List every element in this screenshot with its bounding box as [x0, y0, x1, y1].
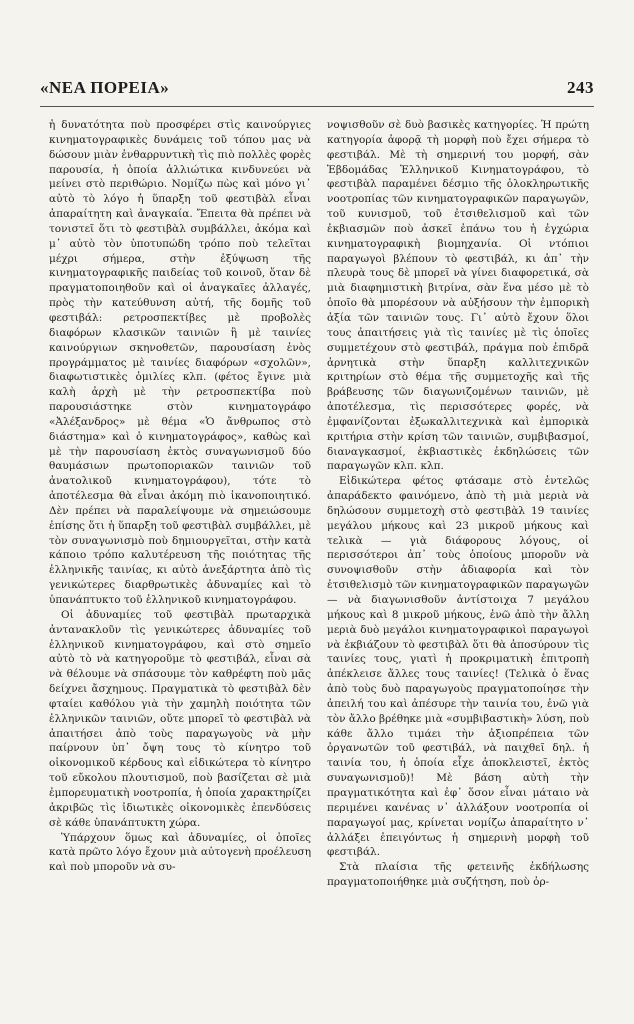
running-title: «ΝΕΑ ΠΟΡΕΙΑ»	[40, 78, 170, 97]
paragraph: Οἱ ἀδυναμίες τοῦ φεστιβὰλ πρωταρχικὰ ἀντανακλοῦν τὶς γενικώτερες ἀδυναμίες τοῦ ἑλληνικοῦ κινηματογράφου, καὶ στὸ σημεῖο αὐτὸ τὸ νὰ κατηγοροῦμε τὸ φεστιβάλ, εἶναι σὰ νὰ θέλουμε νὰ σπάσουμε τὸν καθρέφτη ποὺ μᾶς δείχνει ἄσχημους. Πραγματικὰ τὸ φεστιβὰλ δὲν φταίει καθόλου γιὰ τὴν χαμηλὴ ποιότητα τῶν ἑλληνικῶν ταινιῶν, οὔτε μπορεῖ τὸ φεστιβὰλ νὰ ἀπαιτήσει ἀπὸ τοὺς παραγωγοὺς νὰ μὴν παίρνουν ὑπ᾿ ὄψη τους τὸ κίνητρο τοῦ οἰκονομικοῦ κέρδους καὶ εἰδικώτερα τὸ κίνητρο τοῦ εὔκολου πλουτισμοῦ, ποὺ βασίζεται σὲ μιὰ ἐμπορευματικὴ νοοτροπία, ἡ ὁποία χαρακτηρίζει ἀκριβῶς τὶς ἰδιωτικὲς οἰκονομικὲς ἐπενδύσεις σὲ κάθε ὑπανάπτυκτη χώρα.	[49, 608, 311, 829]
paragraph: νοψισθοῦν σὲ δυὸ βασικὲς κατηγορίες. Ἡ πρώτη κατηγορία ἀφορᾷ τὴ μορφὴ ποὺ ἔχει σήμερα τὸ φεστιβάλ. Μὲ τὴ σημερινή του μορφή, σὰν Ἑβδομάδας Ἑλληνικοῦ Κινηματογράφου, τὸ φεστιβὰλ παραμένει δέσμιο τῆς ὁλοκληρωτικῆς νοοτροπίας τῶν κινηματογραφικῶν παραγωγῶν, τοῦ κυνισμοῦ, τοῦ ἐτσιθελισμοῦ καὶ τῶν ἐκβιασμῶν ποὺ ἀσκεῖ ἐπάνω του ἡ ἐγχώρια κινηματογραφικὴ βιομηχανία. Οἱ ντόπιοι παραγωγοὶ βλέπουν τὸ φεστιβάλ, κι ἀπ᾿ τὴν πλευρὰ τους δὲ μπορεῖ νὰ γίνει διαφορετικά, σὰ μιὰ διαφημιστικὴ βιτρίνα, σὰν ἕνα μέσο μὲ τὸ ὁποῖο θὰ μπορέσουν νὰ αὐξήσουν τὴν ἐμπορικὴ ἀξία τῶν ταινιῶν τους. Γι᾿ αὐτὸ ἔχουν ὅλοι τους ἀπαιτήσεις γιὰ τὶς ταινίες μὲ τὶς ὁποῖες συμμετέχουν στὸ φεστιβάλ, πράγμα ποὺ ἐπιδρᾶ ἀρνητικὰ στὴν ὕπαρξη καλλιτεχνικῶν κριτηρίων στὸ θέμα τῆς συμμετοχῆς καὶ τῆς βράβευσης τῶν διαγωνιζομένων ταινιῶν, μὲ ἀποτέλεσμα, τὶς περισσότερες φορές, νὰ ἐμφανίζονται ἐξωκαλλιτεχνικὰ καὶ ἐμπορικὰ κριτήρια στὴν κρίση τῶν ταινιῶν, συμβιβασμοί, διαναγκασμοί, ἐκβιαστικὲς ἐκδηλώσεις τῶν παραγωγῶν κλπ. κλπ.	[327, 119, 589, 473]
paragraph: Ὑπάρχουν ὅμως καὶ ἀδυναμίες, οἱ ὁποῖες κατὰ πρῶτο λόγο ἔχουν μιὰ αὐτογενὴ προέλευση καὶ ποὺ μποροῦν νὰ συ-	[49, 831, 311, 874]
header-rule	[40, 106, 594, 107]
page-header	[40, 78, 594, 104]
paragraph: ἡ δυνατότητα ποὺ προσφέρει στὶς καινούργιες κινηματογραφικὲς δυνάμεις τοῦ τόπου μας νὰ δώσουν μιὰν ἐνθαρρυντικὴ τὶς πιὸ πολλὲς φορὲς παρουσία, ἡ ὁποία ἀλλιώτικα κινδυνεύει νὰ μείνει στὸ περιθώριο. Νομίζω πὼς καὶ μόνο γι᾿ αὐτὸ τὸ λόγο ἡ ὕπαρξη τοῦ φεστιβὰλ εἶναι ἀπαραίτητη καὶ ἀναγκαία. Ἔπειτα θὰ πρέπει νὰ τονιστεῖ ὅτι τὸ φεστιβὰλ συμβάλλει, ἀκόμα καὶ μ᾿ αὐτὸ τὸν ὑποτυπώδη τρόπο ποὺ τελεῖται μέχρι σήμερα, στὴν ἐξύψωση τῆς κινηματογραφικῆς παιδείας τοῦ κοινοῦ, ὅταν δὲ πραγματοποιηθοῦν καὶ οἱ ἀναγκαῖες ἀλλαγές, πρὸς τὴν κατεύθυνση αὐτή, τῆς δομῆς τοῦ φεστιβάλ: ρετροσπεκτίβες μὲ προβολὲς διαφόρων κλασικῶν ταινιῶν ἢ μὲ ταινίες καινούργιων σκηνοθετῶν, παρουσίαση ἑνὸς προγράμματος μὲ ταινίες διαφόρων «σχολῶν», διαφωτιστικὲς ὁμιλίες κλπ. (φέτος ἔγινε μιὰ καλὴ ἀρχὴ μὲ τὴν ρετροσπεκτίβα ποὺ παρουσιάστηκε στὸν κινηματογράφο «Ἀλέξανδρος» μὲ θέμα «Ὁ ἄνθρωπος στὸ διάστημα» καὶ ὁ κινηματογράφος», καθὼς καὶ μὲ τὴν παρουσίαση ἐκτὸς συναγωνισμοῦ δύο θαυμάσιων πρωτοποριακῶν ταινιῶν τοῦ ἀνατολικοῦ κινηματογράφου), τότε τὸ ἀποτέλεσμα θὰ εἶναι ἀκόμη πιὸ ἱκανοποιητικό. Δὲν πρέπει νὰ παραλείψουμε νὰ σημειώσουμε ἐπίσης ὅτι ἡ ὕπαρξη τοῦ φεστιβὰλ συμβάλλει, μὲ τὸν συναγωνισμὸ ποὺ δημιουργεῖται, στὴν κατὰ κάποιο τρόπο καλυτέρευση τῆς ποιότητας τῆς ἑλληνικῆς ταινίας, κι αὐτὸ ἀνεξάρτητα ἀπὸ τὶς γενικώτερες διαρθρωτικὲς ἀδυναμίες καὶ τὸ ὑπανάπτυκτο τοῦ ἑλληνικοῦ κινηματογράφου.	[49, 119, 311, 606]
paragraph: Εἰδικώτερα φέτος φτάσαμε στὸ ἐντελῶς ἀπαράδεκτο φαινόμενο, ἀπὸ τὴ μιὰ μεριὰ νὰ δηλώσουν συμμετοχὴ στὸ φεστιβὰλ 19 ταινίες μεγάλου μήκους καὶ 23 μικροῦ μήκους καὶ τελικὰ — γιὰ διάφορους λόγους, οἱ περισσότεροι ἀπ᾿ τοὺς ὁποίους μποροῦν νὰ συνοψισθοῦν στὴν ἀδιαφορία καὶ τὸν ἐτσιθελισμὸ τῶν κινηματογραφικῶν παραγωγῶν — νὰ διαγωνισθοῦν ἀντίστοιχα 7 μεγάλου μήκους καὶ 8 μικροῦ μήκους, ἐνῶ ἀπὸ τὴν ἄλλη μεριὰ δυὸ μεγάλοι κινηματογραφικοὶ παραγωγοὶ νὰ ἐκβιάζουν τὸ φεστιβὰλ ὅτι θὰ ἀποσύρουν τὶς ταινίες τους, γιατὶ ἡ προκριματικὴ ἐπιτροπὴ ἀπέκλεισε ἄλλες τους ταινίες! (Τελικὰ ὁ ἕνας ἀπὸ τοὺς δυὸ παραγωγοὺς πραγματοποίησε τὴν ἀπειλή του καὶ ἀπέσυρε τὴν ταινία του, ἐνῶ γιὰ τὸν ἄλλο βρέθηκε μιὰ «συμβιβαστικὴ» λύση, ποὺ κάθε ἄλλο τιμάει τὴν ἀξιοπρέπεια τῶν ὀργανωτῶν τοῦ φεστιβάλ, νὰ παιχθεῖ δηλ. ἡ ταινία του, ἡ ὁποία εἶχε ἀποκλειστεῖ, ἐκτὸς συναγωνισμοῦ)! Μὲ βάση αὐτὴ τὴν πραγματικότητα καὶ ἐφ᾿ ὅσον εἶναι μάταιο νὰ περιμένει κανένας ν᾿ ἀλλάξουν νοοτροπία οἱ παραγωγοί μας, κρίνεται νομίζω ἀπαραίτητο ν᾿ ἀλλάξει ἐπειγόντως ἡ σημερινὴ μορφὴ τοῦ φεστιβάλ.	[327, 475, 589, 859]
right-column	[327, 118, 589, 996]
paragraph: Στὰ πλαίσια τῆς φετεινῆς ἐκδήλωσης πραγματοποιήθηκε μιὰ συζήτηση, ποὺ ὀρ-	[327, 861, 589, 889]
page-number: 243	[567, 78, 594, 97]
left-column	[49, 118, 311, 996]
